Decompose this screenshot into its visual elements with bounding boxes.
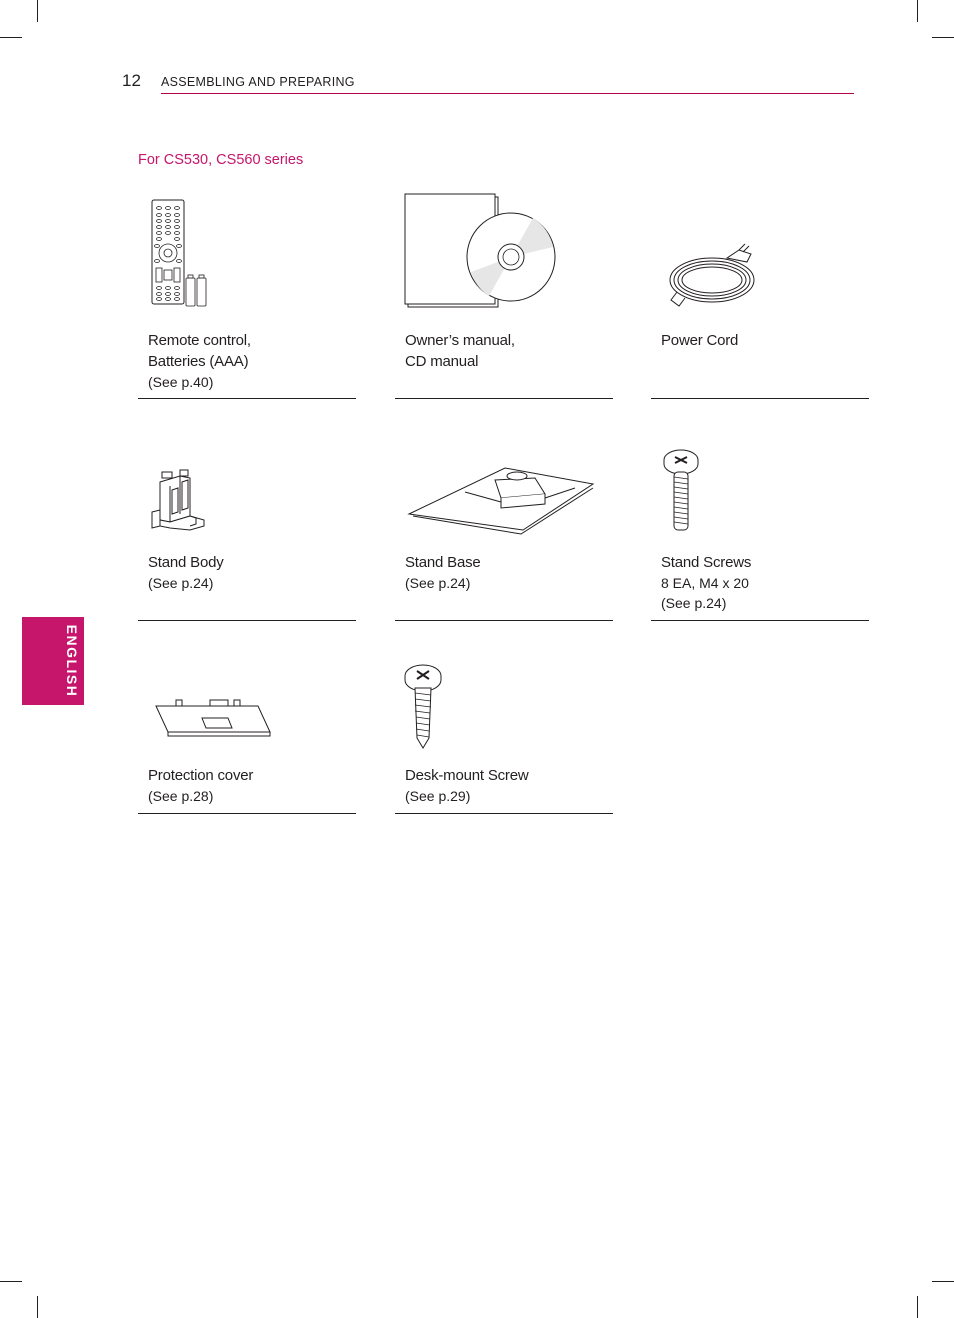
item-label xyxy=(661,330,738,351)
item-stand-body xyxy=(138,466,356,624)
item-name: Desk-mount Screw xyxy=(405,767,529,784)
stand-base-icon xyxy=(405,466,597,536)
crop-mark xyxy=(932,1281,954,1282)
item-divider xyxy=(395,398,613,399)
item-protection-cover xyxy=(138,692,356,816)
item-name-line2: CD manual xyxy=(405,353,479,370)
item-divider xyxy=(138,620,356,621)
crop-mark xyxy=(932,37,954,38)
item-name: Stand Base xyxy=(405,554,481,571)
item-name: Stand Body xyxy=(148,554,224,571)
item-label xyxy=(405,330,515,372)
remote-control-icon xyxy=(148,198,228,310)
item-page-ref: (See p.24) xyxy=(405,575,471,591)
item-label xyxy=(148,330,251,392)
item-page-ref: (See p.24) xyxy=(661,595,727,611)
item-owners-manual xyxy=(395,192,613,400)
item-divider xyxy=(138,398,356,399)
item-name: Stand Screws xyxy=(661,554,752,571)
item-stand-screws xyxy=(651,446,869,624)
header-rule xyxy=(161,93,854,94)
item-page-ref: (See p.24) xyxy=(148,575,214,591)
item-label xyxy=(405,765,529,806)
crop-mark xyxy=(0,1281,22,1282)
item-label xyxy=(148,765,253,806)
item-name: Owner’s manual, xyxy=(405,332,515,349)
crop-mark xyxy=(917,1296,918,1318)
language-tab-label: ENGLISH xyxy=(64,624,80,698)
item-remote-control xyxy=(138,192,356,400)
item-divider xyxy=(651,398,869,399)
page-number: 12 xyxy=(122,71,141,90)
desk-mount-screw-icon xyxy=(403,660,443,752)
item-spec: 8 EA, M4 x 20 xyxy=(661,575,749,591)
stand-body-icon xyxy=(148,468,213,533)
power-cord-icon xyxy=(667,242,762,312)
item-divider xyxy=(395,620,613,621)
protection-cover-icon xyxy=(154,692,274,742)
item-label xyxy=(405,552,481,593)
item-name: Power Cord xyxy=(661,332,739,349)
item-name: Remote control, xyxy=(148,332,251,349)
item-label xyxy=(661,552,751,613)
manual-cd-icon xyxy=(403,192,568,312)
crop-mark xyxy=(0,37,22,38)
item-name: Protection cover xyxy=(148,767,254,784)
item-divider xyxy=(651,620,869,621)
item-divider xyxy=(395,813,613,814)
item-name-line2: Batteries (AAA) xyxy=(148,353,249,370)
item-power-cord xyxy=(651,192,869,400)
item-page-ref: (See p.29) xyxy=(405,788,471,804)
section-title: ASSEMBLING AND PREPARING xyxy=(161,75,355,89)
item-desk-mount-screw xyxy=(395,660,613,816)
crop-mark xyxy=(37,1296,38,1318)
item-page-ref: (See p.40) xyxy=(148,374,214,390)
item-label xyxy=(148,552,224,593)
series-label: For CS530, CS560 series xyxy=(138,152,304,168)
item-page-ref: (See p.28) xyxy=(148,788,214,804)
crop-mark xyxy=(37,0,38,22)
screw-icon xyxy=(661,446,701,536)
crop-mark xyxy=(917,0,918,22)
item-divider xyxy=(138,813,356,814)
item-stand-base xyxy=(395,466,613,624)
